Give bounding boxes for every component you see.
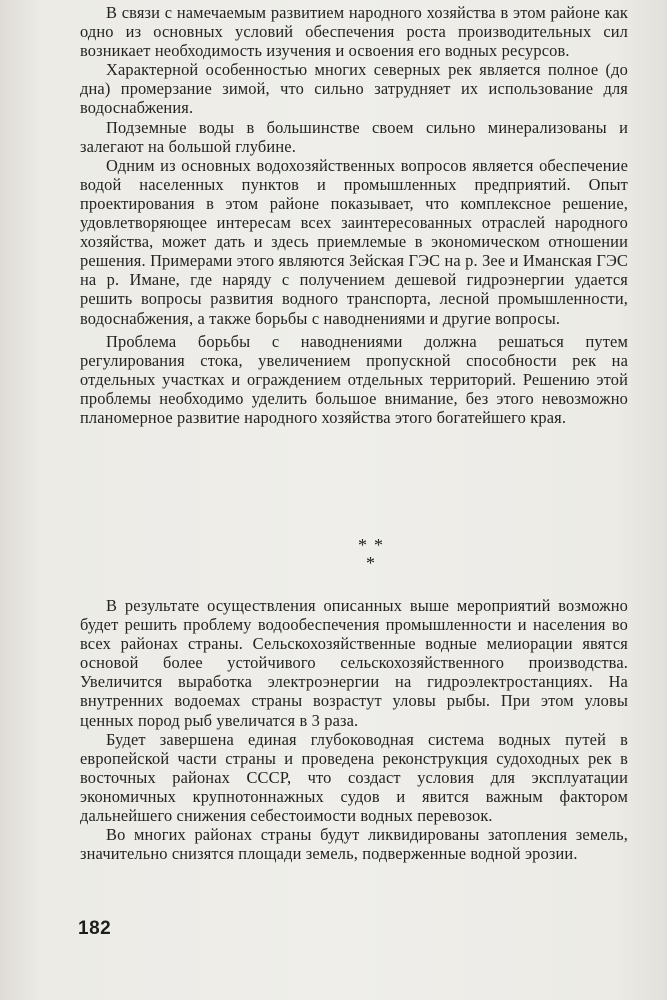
- paragraph: Проблема борьбы с наводнениями должна решаться путем регулирования стока, увеличением пропускной способности рек на отдельных участках и ограждением отдельных территорий. Решению этой проблемы необходимо уделить большое внимание, без этого невозможно планомерное развитие народного хозяйства этого богатейшего края.: [80, 331, 628, 427]
- paragraph: Характерной особенностью многих северных рек является полное (до дна) промерзание зимой, что сильно затрудняет их использование для водоснабжения.: [80, 60, 628, 118]
- text-block-top: [80, 3, 628, 427]
- text-block-bottom: [80, 596, 628, 863]
- paragraph: Будет завершена единая глубоководная система водных путей в европейской части страны и проведена реконструкция судоходных рек в восточных районах СССР, что создаст условия для эксплуатации экономичных крупнотоннажных судов и явится важным фактором дальнейшего снижения себестоимости водных перевозок.: [80, 729, 628, 826]
- section-separator: [340, 530, 390, 573]
- page-number: 182: [78, 918, 112, 939]
- paragraph: Подземные воды в большинстве своем сильно минерализованы и залегают на большой глубине.: [80, 117, 628, 156]
- paragraph: В связи с намечаемым развитием народного хозяйства в этом районе как одно из основных условий обеспечения роста производительных сил возникает необходимость изучения и освоения его водных ресурсов.: [80, 3, 628, 61]
- paragraph: Во многих районах страны будут ликвидированы затопления земель, значительно снизятся площади земель, подверженные водной эрозии.: [80, 825, 628, 864]
- paragraph: Одним из основных водохозяйственных вопросов является обеспечение водой населенных пунктов и промышленных предприятий. Опыт проектирования в этом районе показывает, что комплексное решение, удовлетворяющее интересам всех заинтересованных отраслей народного хозяйства, может дать и здесь приемлемые в экономическом отношении решения. Примерами этого являются Зейская ГЭС на р. Зее и Иманская ГЭС на р. Имане, где наряду с получением дешевой гидроэнергии удается решить вопросы развития водного транспорта, лесной промышленности, водоснабжения, а также борьбы с наводнениями и другие вопросы.: [80, 155, 628, 328]
- separator-star: *: [366, 553, 375, 573]
- paragraph: В результате осуществления описанных выше мероприятий возможно будет решить проблему водообеспечения промышленности и населения во всех районах страны. Сельскохозяйственные водные мелиорации явятся основой более устойчивого сельскохозяйственного производства. Увеличится выработка электроэнергии на гидроэлектростанциях. На внутренних водоемах страны возрастут уловы рыбы. При этом уловы ценных пород рыб увеличатся в 3 раза.: [80, 596, 628, 730]
- separator-star: *: [374, 535, 383, 555]
- separator-star: *: [358, 535, 367, 555]
